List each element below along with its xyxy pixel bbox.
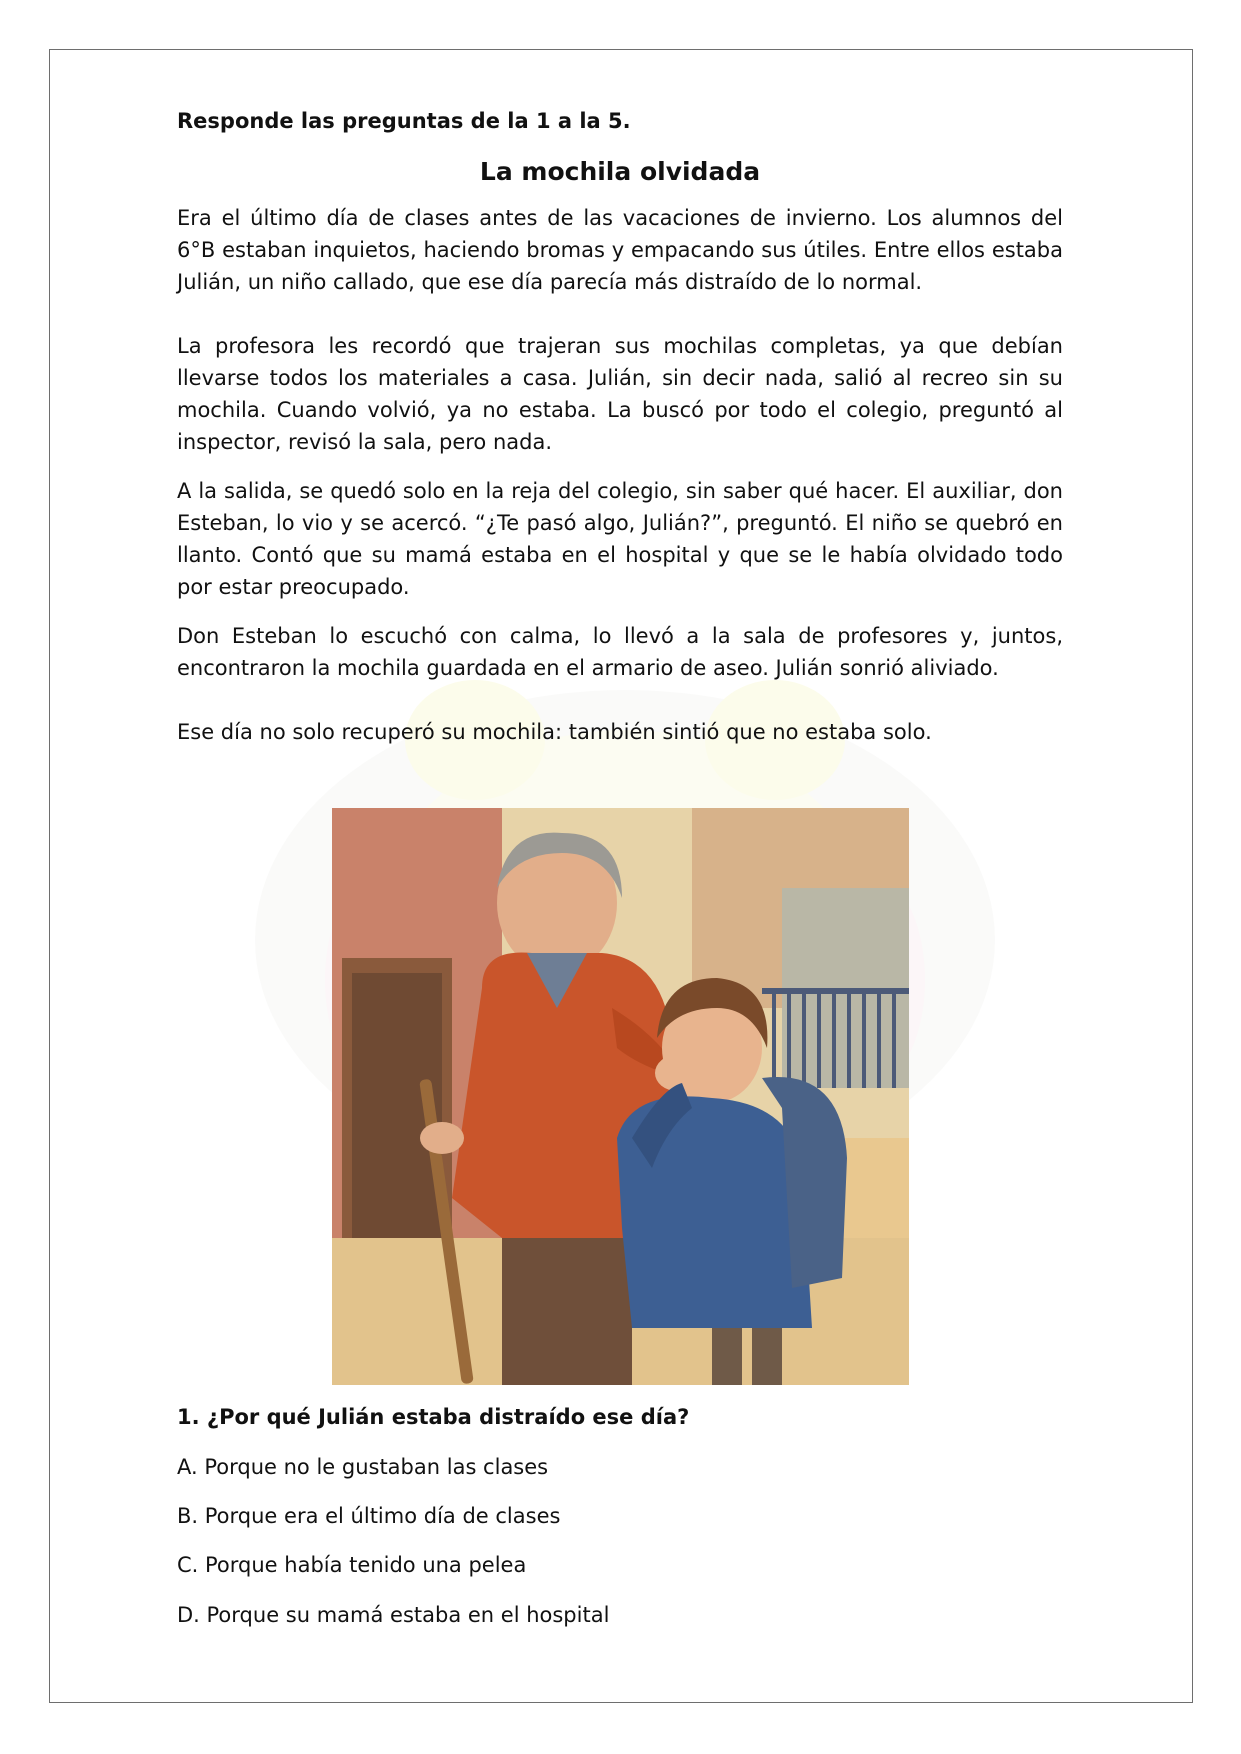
story-paragraph: Don Esteban lo escuchó con calma, lo llevó a la sala de profesores y, juntos, encontraron la mochila guardada en el armario de aseo. Julián sonrió aliviado. bbox=[177, 624, 1063, 681]
answer-option[interactable]: C. Porque había tenido una pelea bbox=[177, 1553, 527, 1578]
instruction-heading: Responde las preguntas de la 1 a la 5. bbox=[177, 109, 631, 133]
worksheet-content bbox=[177, 96, 1063, 1630]
story-paragraph: Ese día no solo recuperó su mochila: también sintió que no estaba solo. bbox=[177, 720, 932, 745]
answer-option[interactable]: B. Porque era el último día de clases bbox=[177, 1504, 561, 1529]
story-paragraph: A la salida, se quedó solo en la reja del colegio, sin saber qué hacer. El auxiliar, don Esteban, lo vio y se acercó. “¿Te pasó algo, Julián?”, preguntó. El niño se quebró en llanto. Contó que su mamá estaba en el hospital y que se le había olvidado todo por estar preocupado. bbox=[177, 479, 1063, 600]
story-title: La mochila olvidada bbox=[479, 157, 761, 187]
question-prompt: 1. ¿Por qué Julián estaba distraído ese día? bbox=[177, 1405, 690, 1430]
answer-option[interactable]: A. Porque no le gustaban las clases bbox=[177, 1454, 549, 1479]
answer-option[interactable]: D. Porque su mamá estaba en el hospital bbox=[177, 1602, 610, 1627]
story-illustration bbox=[332, 808, 909, 1385]
story-paragraph: Era el último día de clases antes de las vacaciones de invierno. Los alumnos del 6°B estaban inquietos, haciendo bromas y empacando sus útiles. Entre ellos estaba Julián, un niño callado, que ese día parecía más distraído de lo normal. bbox=[177, 206, 1063, 295]
story-paragraph: La profesora les recordó que trajeran sus mochilas completas, ya que debían llevarse todos los materiales a casa. Julián, sin decir nada, salió al recreo sin su mochila. Cuando volvió, ya no estaba. La buscó por todo el colegio, preguntó al inspector, revisó la sala, pero nada. bbox=[177, 334, 1063, 455]
